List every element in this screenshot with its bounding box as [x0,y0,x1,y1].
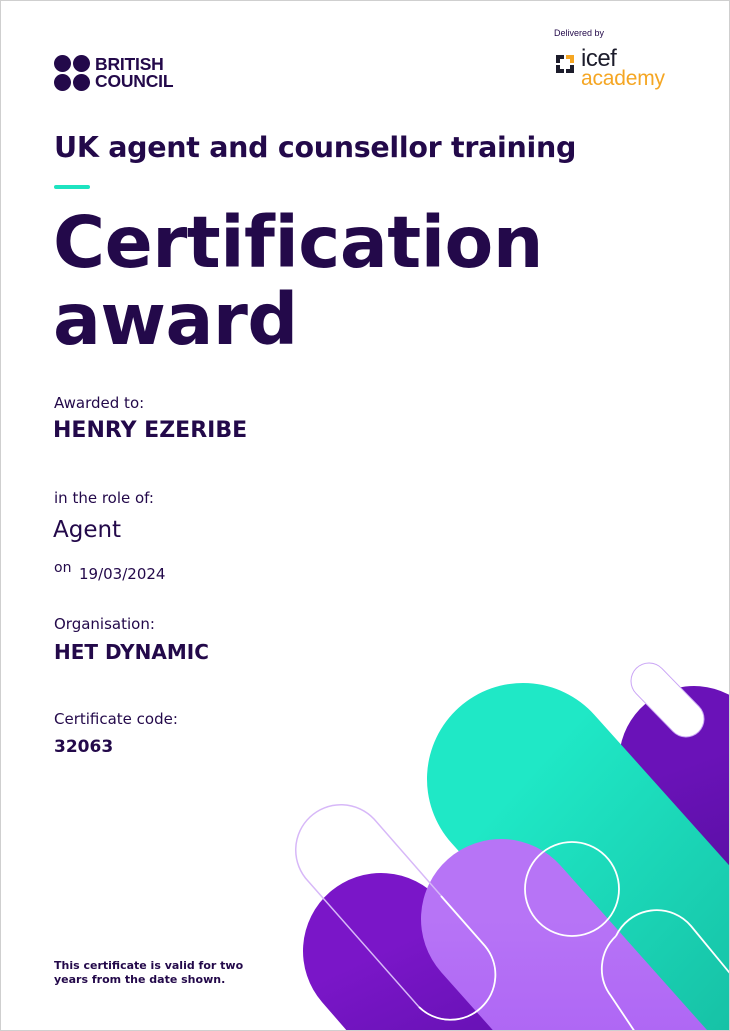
british-council-dots-icon [54,55,90,91]
certificate-code: 32063 [54,737,114,757]
icef-academy-logo [553,45,665,90]
validity-note: This certificate is valid for two years from the date shown. [54,959,244,986]
icef-wordmark: icef [581,45,617,72]
recipient-name: HENRY EZERIBE [53,418,248,443]
british-council-wordmark: BRITISH COUNCIL [95,54,174,91]
awarded-to-label: Awarded to: [54,394,145,412]
course-subtitle: UK agent and counsellor training [54,131,577,164]
organisation-name: HET DYNAMIC [54,640,209,664]
date-on-label: on [54,560,72,576]
certificate-title: Certification award [53,201,543,361]
accent-divider [54,185,90,189]
role-label: in the role of: [54,489,154,507]
academy-wordmark: academy [581,67,665,90]
award-date: 19/03/2024 [79,565,166,583]
certificate-code-label: Certificate code: [54,710,178,728]
organisation-label: Organisation: [54,615,155,633]
delivered-by-label: Delivered by [554,28,605,38]
british-council-logo [54,55,173,91]
icef-mark-icon [553,52,577,76]
role-value: Agent [53,517,122,543]
